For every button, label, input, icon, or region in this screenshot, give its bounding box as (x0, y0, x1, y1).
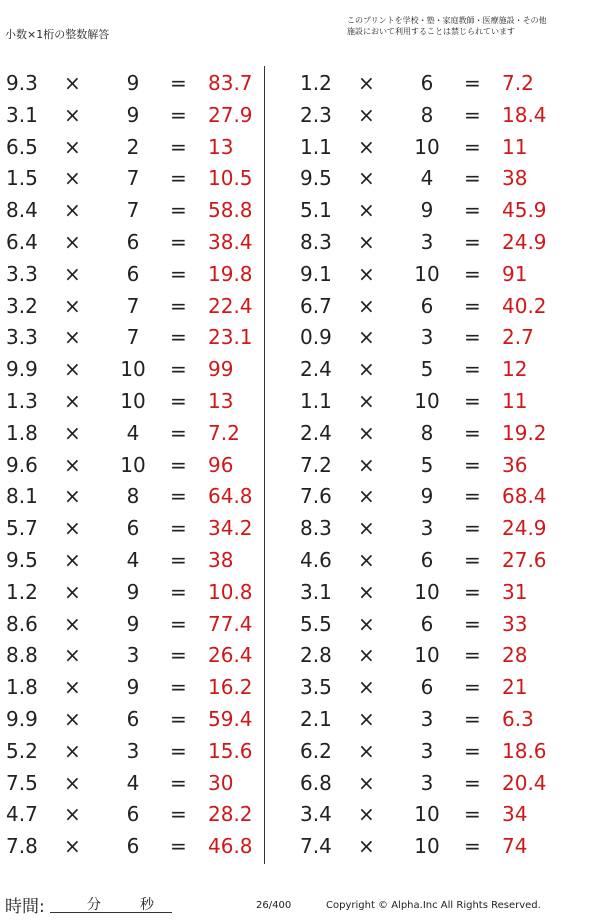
times-sign: × (64, 675, 81, 700)
times-sign: × (358, 675, 375, 700)
times-sign: × (64, 198, 81, 223)
equals-sign: = (464, 675, 481, 700)
times-sign: × (64, 357, 81, 382)
multiplicand: 5.7 (6, 516, 38, 541)
answer: 45.9 (502, 198, 547, 223)
multiplicand: 5.1 (300, 198, 332, 223)
multiplicand: 2.1 (300, 706, 332, 731)
multiplier: 2 (126, 134, 140, 159)
times-sign: × (64, 547, 81, 572)
equals-sign: = (170, 229, 187, 254)
multiplicand: 7.5 (6, 770, 38, 795)
multiplier: 8 (420, 102, 434, 127)
multiplicand: 1.3 (6, 388, 38, 413)
multiplier: 7 (126, 325, 140, 350)
times-sign: × (64, 706, 81, 731)
multiplicand: 2.4 (300, 420, 332, 445)
times-sign: × (64, 484, 81, 509)
multiplier: 8 (126, 484, 140, 509)
second-label: 秒 (140, 897, 154, 913)
answer: 34.2 (208, 516, 253, 541)
multiplier: 9 (126, 579, 140, 604)
equals-sign: = (170, 675, 187, 700)
multiplicand: 1.1 (300, 134, 332, 159)
answer: 15.6 (208, 738, 253, 763)
equals-sign: = (464, 293, 481, 318)
multiplier: 9 (126, 102, 140, 127)
multiplicand: 5.2 (6, 738, 38, 763)
answer: 6.3 (502, 706, 534, 731)
multiplicand: 6.4 (6, 229, 38, 254)
multiplier: 7 (126, 166, 140, 191)
multiplier: 10 (414, 802, 440, 827)
times-sign: × (358, 71, 375, 95)
equals-sign: = (464, 357, 481, 382)
minute-label: 分 (87, 897, 101, 913)
times-sign: × (64, 516, 81, 541)
multiplier: 10 (414, 834, 440, 859)
multiplier: 3 (420, 516, 434, 541)
answer: 20.4 (502, 770, 547, 795)
multiplicand: 8.4 (6, 198, 38, 223)
multiplier: 10 (120, 452, 146, 477)
answer: 21 (502, 675, 528, 700)
answer: 28 (502, 643, 528, 668)
equals-sign: = (464, 516, 481, 541)
answer: 26.4 (208, 643, 253, 668)
multiplicand: 5.5 (300, 611, 332, 636)
times-sign: × (64, 293, 81, 318)
multiplier: 7 (126, 198, 140, 223)
equals-sign: = (464, 611, 481, 636)
times-sign: × (358, 516, 375, 541)
equals-sign: = (170, 706, 187, 731)
multiplier: 5 (420, 452, 434, 477)
answer: 46.8 (208, 834, 253, 859)
times-sign: × (358, 198, 375, 223)
multiplicand: 1.8 (6, 675, 38, 700)
answer: 40.2 (502, 293, 547, 318)
multiplicand: 6.2 (300, 738, 332, 763)
multiplicand: 9.9 (6, 706, 38, 731)
equals-sign: = (464, 166, 481, 191)
equals-sign: = (170, 388, 187, 413)
equals-sign: = (464, 261, 481, 286)
answer: 91 (502, 261, 528, 286)
multiplicand: 8.6 (6, 611, 38, 636)
answer: 83.7 (208, 71, 253, 95)
multiplicand: 9.5 (300, 166, 332, 191)
times-sign: × (358, 388, 375, 413)
equals-sign: = (170, 770, 187, 795)
equals-sign: = (464, 198, 481, 223)
answer: 23.1 (208, 325, 253, 350)
multiplicand: 1.2 (300, 71, 332, 95)
answer: 13 (208, 388, 234, 413)
multiplier: 8 (420, 420, 434, 445)
column-divider (264, 66, 265, 864)
page-title: 小数×1桁の整数解答 (5, 28, 110, 41)
times-sign: × (64, 71, 81, 95)
multiplier: 9 (420, 198, 434, 223)
answer: 12 (502, 357, 528, 382)
multiplier: 3 (126, 738, 140, 763)
multiplicand: 4.6 (300, 547, 332, 572)
multiplier: 6 (420, 71, 434, 95)
answer: 7.2 (208, 420, 240, 445)
answer: 68.4 (502, 484, 547, 509)
times-sign: × (358, 834, 375, 859)
equals-sign: = (464, 452, 481, 477)
multiplier: 4 (126, 770, 140, 795)
multiplier: 6 (126, 802, 140, 827)
multiplicand: 1.5 (6, 166, 38, 191)
equals-sign: = (464, 71, 481, 95)
times-sign: × (358, 706, 375, 731)
times-sign: × (358, 738, 375, 763)
answer: 31 (502, 579, 528, 604)
multiplicand: 1.1 (300, 388, 332, 413)
answer: 64.8 (208, 484, 253, 509)
equals-sign: = (170, 643, 187, 668)
answer: 10.8 (208, 579, 253, 604)
equals-sign: = (170, 325, 187, 350)
multiplier: 4 (126, 547, 140, 572)
multiplier: 9 (126, 675, 140, 700)
multiplicand: 8.1 (6, 484, 38, 509)
multiplier: 6 (420, 675, 434, 700)
multiplier: 3 (126, 643, 140, 668)
equals-sign: = (464, 134, 481, 159)
answer: 16.2 (208, 675, 253, 700)
answer: 19.2 (502, 420, 547, 445)
answer: 59.4 (208, 706, 253, 731)
multiplier: 6 (126, 516, 140, 541)
times-sign: × (358, 261, 375, 286)
equals-sign: = (170, 547, 187, 572)
answer: 11 (502, 134, 528, 159)
times-sign: × (64, 579, 81, 604)
answer: 27.6 (502, 547, 547, 572)
usage-notice (347, 15, 547, 37)
multiplier: 3 (420, 229, 434, 254)
times-sign: × (64, 643, 81, 668)
times-sign: × (64, 261, 81, 286)
equals-sign: = (464, 547, 481, 572)
equals-sign: = (170, 738, 187, 763)
multiplier: 6 (126, 229, 140, 254)
answer: 10.5 (208, 166, 253, 191)
answer: 22.4 (208, 293, 253, 318)
multiplicand: 9.3 (6, 71, 38, 95)
times-sign: × (358, 547, 375, 572)
multiplicand: 9.6 (6, 452, 38, 477)
multiplicand: 1.2 (6, 579, 38, 604)
times-sign: × (64, 802, 81, 827)
answer: 58.8 (208, 198, 253, 223)
answer: 33 (502, 611, 528, 636)
times-sign: × (358, 484, 375, 509)
equals-sign: = (170, 516, 187, 541)
equals-sign: = (464, 770, 481, 795)
equals-sign: = (170, 166, 187, 191)
times-sign: × (358, 770, 375, 795)
times-sign: × (64, 166, 81, 191)
answer: 99 (208, 357, 234, 382)
multiplier: 3 (420, 770, 434, 795)
multiplier: 6 (420, 547, 434, 572)
answer: 36 (502, 452, 528, 477)
answer: 38.4 (208, 229, 253, 254)
times-sign: × (358, 166, 375, 191)
multiplicand: 1.8 (6, 420, 38, 445)
equals-sign: = (464, 802, 481, 827)
times-sign: × (358, 802, 375, 827)
multiplicand: 2.3 (300, 102, 332, 127)
multiplier: 7 (126, 293, 140, 318)
answer: 38 (502, 166, 528, 191)
multiplicand: 2.8 (300, 643, 332, 668)
times-sign: × (358, 420, 375, 445)
multiplicand: 3.4 (300, 802, 332, 827)
multiplier: 10 (414, 643, 440, 668)
multiplicand: 6.5 (6, 134, 38, 159)
multiplicand: 7.6 (300, 484, 332, 509)
answer: 34 (502, 802, 528, 827)
answer: 27.9 (208, 102, 253, 127)
multiplier: 10 (414, 134, 440, 159)
multiplier: 5 (420, 357, 434, 382)
times-sign: × (64, 770, 81, 795)
answer: 24.9 (502, 229, 547, 254)
equals-sign: = (170, 420, 187, 445)
multiplier: 10 (414, 261, 440, 286)
answer: 18.6 (502, 738, 547, 763)
answer: 18.4 (502, 102, 547, 127)
multiplicand: 0.9 (300, 325, 332, 350)
answer: 96 (208, 452, 234, 477)
times-sign: × (64, 229, 81, 254)
multiplicand: 4.7 (6, 802, 38, 827)
times-sign: × (64, 452, 81, 477)
multiplicand: 6.7 (300, 293, 332, 318)
equals-sign: = (170, 357, 187, 382)
times-sign: × (64, 325, 81, 350)
multiplier: 9 (126, 71, 140, 95)
times-sign: × (358, 579, 375, 604)
equals-sign: = (170, 71, 187, 95)
multiplier: 4 (126, 420, 140, 445)
copyright: Copyright © Alpha.Inc All Rights Reserved. (326, 900, 541, 911)
times-sign: × (358, 102, 375, 127)
answer: 13 (208, 134, 234, 159)
answer: 74 (502, 834, 528, 859)
times-sign: × (64, 102, 81, 127)
multiplier: 3 (420, 706, 434, 731)
page-number: 26/400 (256, 900, 292, 911)
multiplicand: 9.5 (6, 547, 38, 572)
times-sign: × (358, 325, 375, 350)
equals-sign: = (170, 102, 187, 127)
answer: 19.8 (208, 261, 253, 286)
usage-notice-line1: このプリントを学校・塾・家庭教師・医療施設・その他 (347, 16, 547, 25)
times-sign: × (358, 452, 375, 477)
times-sign: × (64, 611, 81, 636)
multiplicand: 7.8 (6, 834, 38, 859)
times-sign: × (64, 420, 81, 445)
footer (0, 892, 613, 916)
times-sign: × (64, 134, 81, 159)
multiplier: 10 (414, 388, 440, 413)
equals-sign: = (170, 261, 187, 286)
multiplicand: 3.3 (6, 261, 38, 286)
equals-sign: = (170, 452, 187, 477)
times-sign: × (64, 834, 81, 859)
multiplier: 6 (420, 293, 434, 318)
time-label: 時間: (5, 897, 45, 917)
multiplicand: 3.2 (6, 293, 38, 318)
multiplier: 6 (126, 834, 140, 859)
equals-sign: = (170, 611, 187, 636)
answer: 28.2 (208, 802, 253, 827)
multiplicand: 3.1 (300, 579, 332, 604)
times-sign: × (64, 388, 81, 413)
multiplier: 6 (126, 706, 140, 731)
equals-sign: = (464, 738, 481, 763)
multiplier: 3 (420, 738, 434, 763)
answer: 11 (502, 388, 528, 413)
multiplicand: 3.1 (6, 102, 38, 127)
multiplier: 6 (420, 611, 434, 636)
answer: 30 (208, 770, 234, 795)
multiplier: 3 (420, 325, 434, 350)
multiplier: 10 (120, 357, 146, 382)
multiplicand: 9.9 (6, 357, 38, 382)
equals-sign: = (464, 484, 481, 509)
equals-sign: = (170, 198, 187, 223)
usage-notice-line2: 施設において利用することは禁じられています (347, 27, 515, 36)
times-sign: × (64, 738, 81, 763)
multiplier: 9 (126, 611, 140, 636)
equals-sign: = (464, 706, 481, 731)
multiplicand: 7.2 (300, 452, 332, 477)
equals-sign: = (464, 643, 481, 668)
equals-sign: = (170, 834, 187, 859)
answer: 24.9 (502, 516, 547, 541)
times-sign: × (358, 134, 375, 159)
equals-sign: = (464, 420, 481, 445)
equals-sign: = (170, 802, 187, 827)
times-sign: × (358, 229, 375, 254)
answer: 2.7 (502, 325, 534, 350)
equals-sign: = (464, 229, 481, 254)
multiplicand: 7.4 (300, 834, 332, 859)
multiplier: 9 (420, 484, 434, 509)
equals-sign: = (464, 102, 481, 127)
multiplicand: 8.3 (300, 229, 332, 254)
answer: 77.4 (208, 611, 253, 636)
times-sign: × (358, 293, 375, 318)
times-sign: × (358, 611, 375, 636)
multiplicand: 6.8 (300, 770, 332, 795)
times-sign: × (358, 357, 375, 382)
multiplicand: 8.8 (6, 643, 38, 668)
equals-sign: = (464, 579, 481, 604)
equals-sign: = (464, 834, 481, 859)
multiplicand: 3.3 (6, 325, 38, 350)
equals-sign: = (464, 325, 481, 350)
multiplicand: 8.3 (300, 516, 332, 541)
equals-sign: = (170, 293, 187, 318)
multiplicand: 3.5 (300, 675, 332, 700)
multiplier: 4 (420, 166, 434, 191)
answer: 7.2 (502, 71, 534, 95)
equals-sign: = (170, 134, 187, 159)
multiplier: 6 (126, 261, 140, 286)
equals-sign: = (170, 579, 187, 604)
multiplicand: 9.1 (300, 261, 332, 286)
multiplicand: 2.4 (300, 357, 332, 382)
equals-sign: = (464, 388, 481, 413)
answer: 38 (208, 547, 234, 572)
times-sign: × (358, 643, 375, 668)
multiplier: 10 (120, 388, 146, 413)
equals-sign: = (170, 484, 187, 509)
multiplier: 10 (414, 579, 440, 604)
